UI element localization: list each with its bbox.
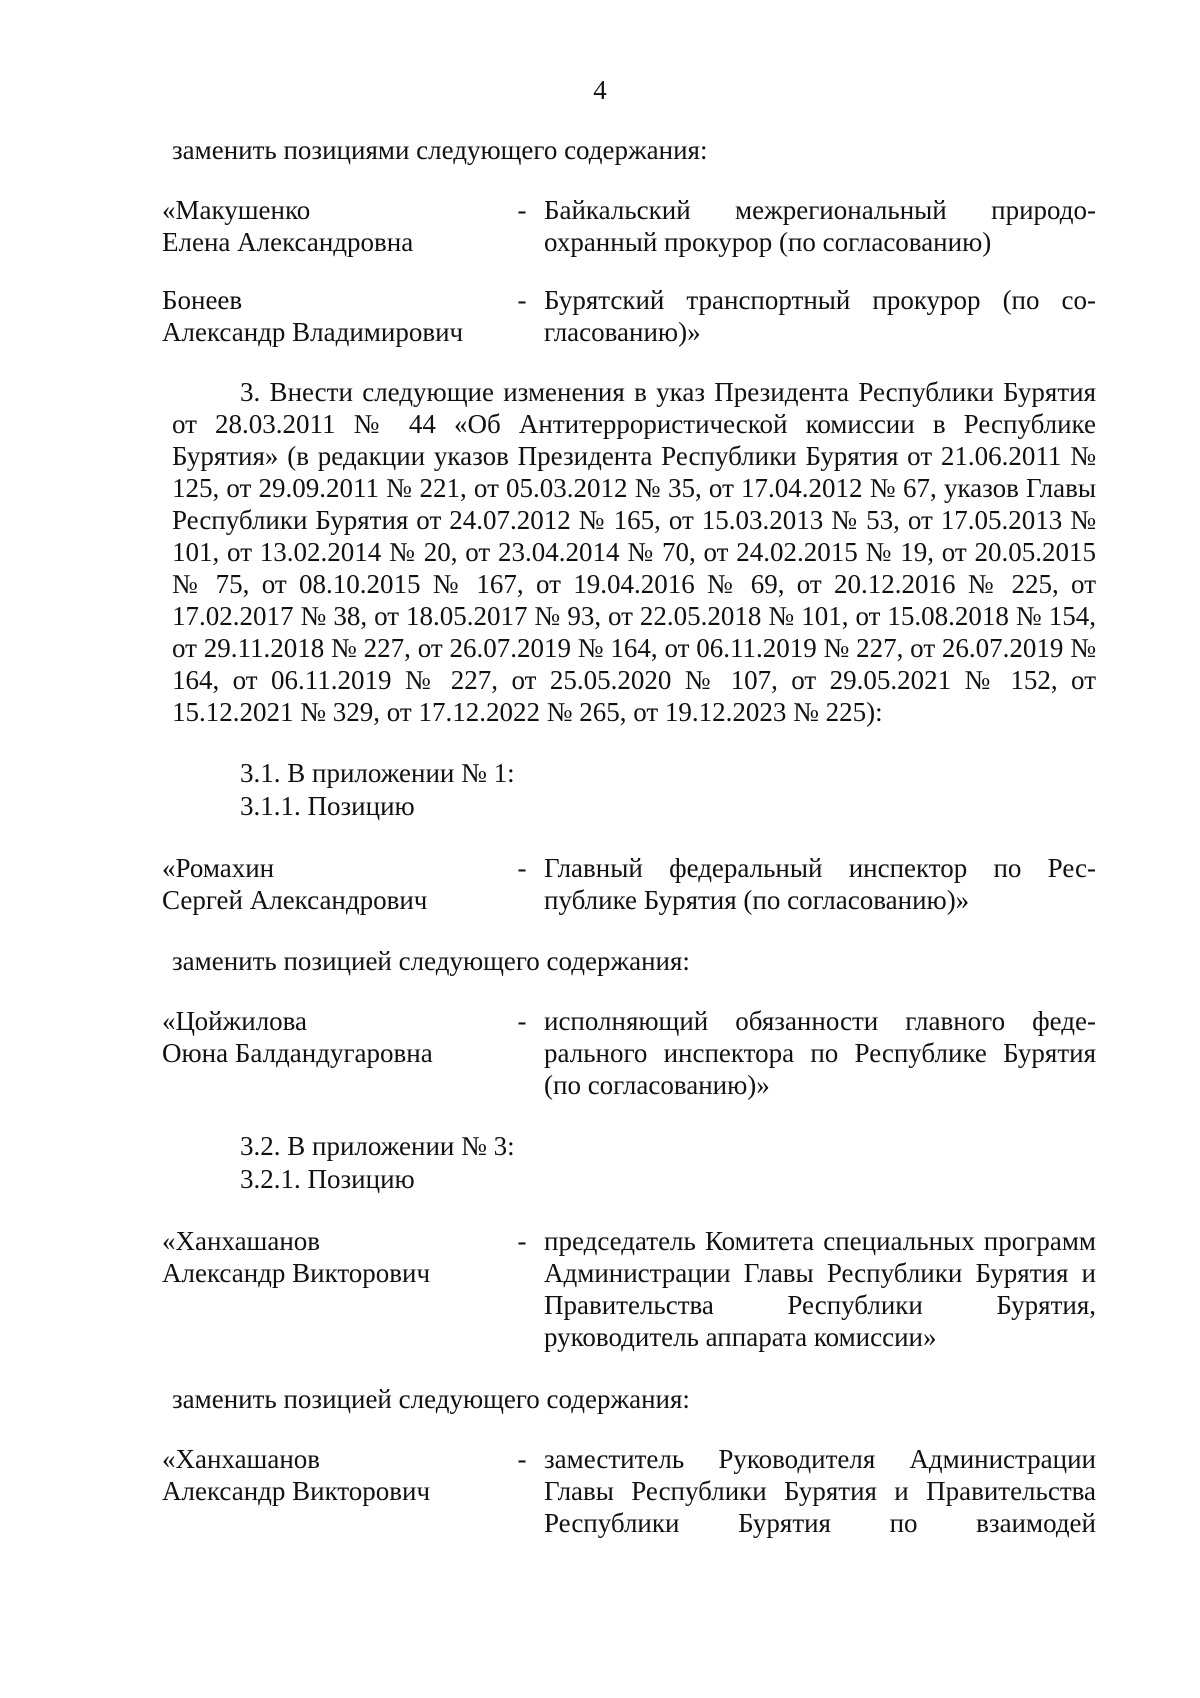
entry-dash: -	[517, 1006, 527, 1036]
entry-dash: -	[517, 853, 527, 883]
position-description: заместитель Руководителя Администрации Главы Республики Бурятия и Правительства Республики Бурятия по взаимодей	[544, 1444, 1096, 1538]
person-surname: «Макушенко	[162, 195, 311, 225]
position-description: Главный федеральный инспектор по Республике Бурятия (по согласованию)»	[544, 853, 1096, 915]
entry-dash: -	[517, 1226, 527, 1256]
position-description: Бурятский транспортный прокурор (по согласованию)»	[544, 285, 1096, 347]
replace-line-2: заменить позицией следующего содержания:	[172, 1384, 690, 1414]
paragraph-3	[172, 376, 1096, 728]
entry-dash: -	[517, 1444, 527, 1474]
person-name	[162, 1005, 502, 1069]
position-description: председатель Комитета специальных программ Администрации Главы Республики Бурятия и Правительства Республики Бурятия, руководитель аппарата комиссии»	[544, 1226, 1096, 1352]
person-given-names: Александр Викторович	[162, 1476, 431, 1506]
subsection-3-2: 3.2. В приложении № 3:	[240, 1131, 515, 1161]
subsection-3-1: 3.1. В приложении № 1:	[240, 758, 515, 788]
entry-dash: -	[517, 285, 527, 315]
person-surname: Бонеев	[162, 285, 243, 315]
person-given-names: Оюна Балдандугаровна	[162, 1038, 433, 1068]
page-number: 4	[593, 75, 607, 105]
person-name	[162, 194, 502, 258]
position-description: Байкальский межрегиональный природоохранный прокурор (по согласованию)	[544, 195, 1096, 257]
person-given-names: Сергей Александрович	[162, 885, 428, 915]
intro-line: заменить позициями следующего содержания:	[172, 135, 708, 165]
person-given-names: Александр Владимирович	[162, 317, 464, 347]
subsection-3-1-1: 3.1.1. Позицию	[240, 791, 415, 821]
position-description: исполняющий обязанности главного федерального инспектора по Республике Бурятия (по согласованию)»	[544, 1006, 1096, 1100]
person-surname: «Цойжилова	[162, 1006, 308, 1036]
person-surname: «Ханхашанов	[162, 1444, 321, 1474]
person-name	[162, 284, 502, 348]
subsection-3-2-1: 3.2.1. Позицию	[240, 1164, 415, 1194]
entry-dash: -	[517, 195, 527, 225]
person-given-names: Александр Викторович	[162, 1258, 431, 1288]
person-surname: «Ромахин	[162, 853, 275, 883]
person-name	[162, 852, 502, 916]
paragraph-3-text: 3. Внести следующие изменения в указ Президента Республики Бурятия от 28.03.2011 № 44 «Об Антитеррористической комиссии в Республике Бурятия» (в редакции указов Президента Республики Бурятия от 21.06.2011 № 125, от 29.09.2011 № 221, от 05.03.2012 № 35, от 17.04.2012 № 67, указов Главы Республики Бурятия от 24.07.2012 № 165, от 15.03.2013 № 53, от 17.05.2013 № 101, от 13.02.2014 № 20, от 23.04.2014 № 70, от 24.02.2015 № 19, от 20.05.2015 № 75, от 08.10.2015 № 167, от 19.04.2016 № 69, от 20.12.2016 № 225, от 17.02.2017 № 38, от 18.05.2017 № 93, от 22.05.2018 № 101, от 15.08.2018 № 154, от 29.11.2018 № 227, от 26.07.2019 № 164, от 06.11.2019 № 227, от 26.07.2019 № 164, от 06.11.2019 № 227, от 25.05.2020 № 107, от 29.05.2021 № 152, от 15.12.2021 № 329, от 17.12.2022 № 265, от 19.12.2023 № 225):	[172, 377, 1096, 727]
person-name	[162, 1225, 502, 1289]
person-given-names: Елена Александровна	[162, 227, 414, 257]
person-surname: «Ханхашанов	[162, 1226, 321, 1256]
person-name	[162, 1443, 502, 1507]
replace-line-1: заменить позицией следующего содержания:	[172, 946, 690, 976]
